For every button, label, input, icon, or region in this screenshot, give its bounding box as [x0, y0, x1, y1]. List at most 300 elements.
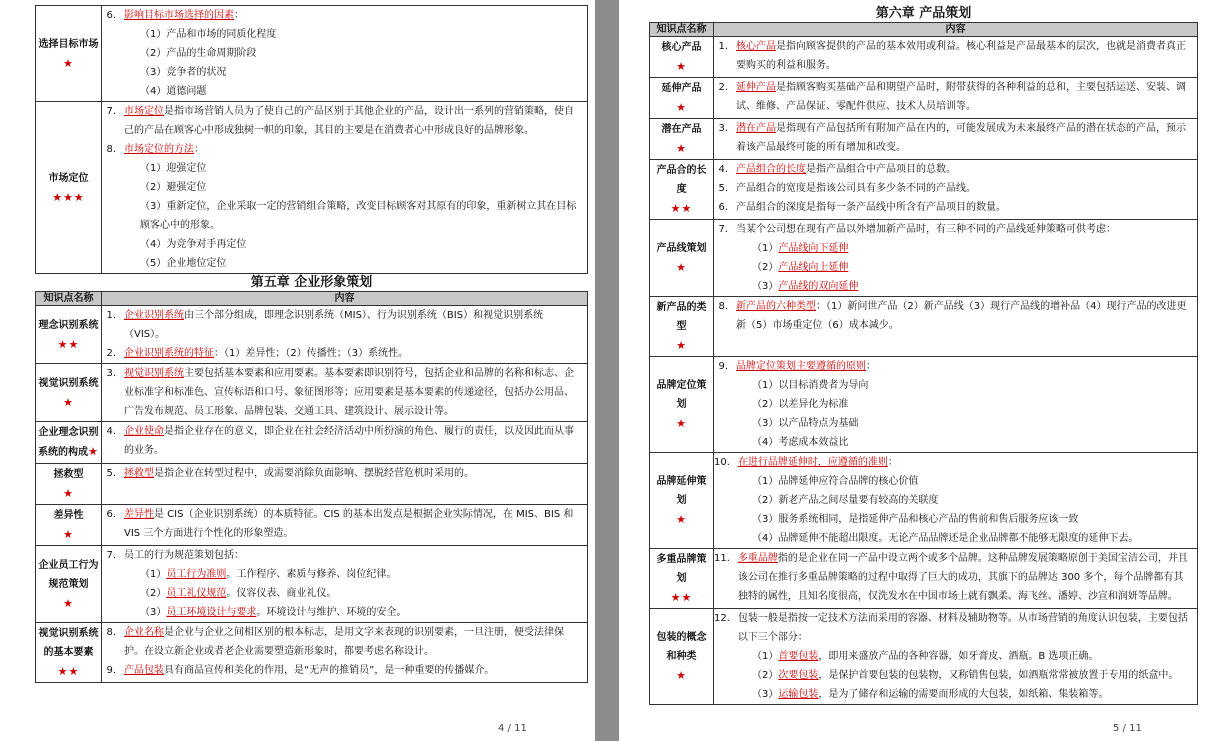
content-line [714, 198, 1192, 217]
item-number: 2. [106, 348, 116, 359]
content-cell [102, 422, 588, 464]
key-term: 潜在产品 [736, 123, 776, 134]
text-segment: （1）产品和市场的同质化程度 [140, 29, 277, 40]
text-segment: 产品组合的宽度是指该公司具有多少条不同的产品线。 [736, 183, 976, 194]
content-text [124, 306, 582, 344]
content-text [124, 344, 582, 363]
text-segment: （2）避强定位 [140, 182, 207, 193]
content-text [738, 549, 1192, 606]
importance-stars: ★ [676, 60, 687, 73]
content-text [736, 685, 1192, 704]
knowledge-point-cell [36, 546, 102, 623]
content-text [124, 464, 582, 483]
content-cell [102, 102, 588, 274]
key-term: 首要包装 [778, 651, 819, 662]
content-line [102, 235, 582, 254]
importance-stars: ★ [63, 528, 74, 541]
text-segment: 是指现有产品包括所有附加产品在内的，可能发展成为未来最终产品的潜在状态的产品，预示着该产品最终可能的所有增加和改变。 [736, 123, 1186, 153]
text-segment: （1）品牌延伸应符合品牌的核心价值 [752, 476, 919, 487]
content-text [736, 472, 1192, 491]
content-line [714, 529, 1192, 548]
content-line [102, 422, 582, 460]
table-row [650, 78, 1198, 119]
knowledge-point-cell [36, 102, 102, 274]
item-number: 8. [718, 301, 728, 312]
content-cell [714, 119, 1198, 160]
item-number [714, 376, 736, 395]
text-segment: （2）以差异化为标准 [752, 399, 849, 410]
content-line [714, 472, 1192, 491]
content-line [102, 102, 582, 140]
content-text [124, 603, 582, 622]
item-number: 3. [718, 123, 728, 134]
knowledge-point-name: 新产品的类型 [656, 302, 707, 332]
content-line [102, 464, 582, 483]
item-number [102, 82, 124, 101]
item-number [714, 666, 736, 685]
page-number: 5 / 11 [1113, 723, 1142, 734]
key-term: 市场定位 [124, 106, 164, 117]
item-number [714, 647, 736, 666]
table-row [650, 37, 1198, 78]
content-line [102, 364, 582, 421]
item-number [714, 395, 736, 414]
item-number: 8. [106, 144, 116, 155]
content-line [102, 82, 582, 101]
content-text [736, 376, 1192, 395]
importance-stars: ★ [676, 261, 687, 274]
content-text [736, 220, 1192, 239]
content-text [124, 623, 582, 661]
key-term: 员工行为准则 [166, 569, 227, 580]
text-segment: ： [887, 457, 898, 468]
content-text [736, 433, 1192, 452]
text-segment: （2） [752, 670, 779, 681]
text-segment: （1）迎强定位 [140, 163, 207, 174]
knowledge-point-cell [36, 422, 102, 464]
text-segment: 。环境设计与维护、环境的安全。 [256, 607, 407, 618]
content-line [102, 344, 582, 363]
knowledge-point-cell [650, 357, 714, 453]
item-number [714, 433, 736, 452]
knowledge-point-cell [36, 306, 102, 364]
importance-stars: ★★ [670, 591, 693, 604]
text-segment: （4）道德问题 [140, 86, 207, 97]
key-term: 品牌定位策划主要遵循的原则 [736, 361, 866, 372]
item-number [714, 472, 736, 491]
knowledge-point-cell [650, 549, 714, 609]
content-line [714, 491, 1192, 510]
text-segment: ，是为了储存和运输的需要而形成的大包装，如纸箱、集装箱等。 [818, 689, 1109, 700]
item-number [102, 25, 124, 44]
text-segment: 。工作程序、素质与修养、岗位纪律。 [226, 569, 397, 580]
text-segment: （2）产品的生命周期阶段 [140, 48, 257, 59]
item-number: 7. [106, 550, 116, 561]
item-number: 7. [718, 224, 728, 235]
content-line [714, 414, 1192, 433]
item-number [102, 254, 124, 273]
text-segment: （1） [140, 569, 167, 580]
importance-stars: ★ [63, 596, 74, 610]
content-line [102, 546, 582, 565]
content-line [714, 78, 1192, 116]
column-header-name: 知识点名称 [36, 292, 102, 306]
text-segment: （1） [752, 243, 779, 254]
content-text [736, 529, 1192, 548]
importance-stars: ★ [88, 445, 99, 458]
content-cell [714, 78, 1198, 119]
column-header-content: 内容 [102, 292, 588, 306]
table-row [650, 357, 1198, 453]
content-line [714, 666, 1192, 685]
content-text [738, 453, 1192, 472]
key-term: 在进行品牌延伸时，应遵循的准则 [737, 457, 888, 468]
item-number: 4. [718, 164, 728, 175]
key-term: 产品线向下延伸 [778, 243, 849, 254]
content-cell [102, 505, 588, 546]
content-line [714, 220, 1192, 239]
content-text [124, 178, 582, 197]
content-text [124, 82, 582, 101]
column-header-content: 内容 [714, 23, 1198, 37]
knowledge-point-cell [650, 453, 714, 549]
table-row [36, 364, 588, 422]
content-line [102, 178, 582, 197]
text-segment: 。仪容仪表、商业礼仪。 [226, 588, 337, 599]
content-text [736, 239, 1192, 258]
text-segment: 具有商品宣传和美化的作用，是“无声的推销员”，是一种重要的传播媒介。 [164, 665, 495, 676]
page-5 [619, 0, 1206, 741]
knowledge-point-name: 选择目标市场 [38, 38, 99, 50]
item-number: 12. [714, 613, 730, 624]
content-text [736, 119, 1192, 157]
content-text [736, 277, 1192, 296]
item-number: 3. [106, 368, 116, 379]
item-number [714, 510, 736, 529]
content-text [736, 258, 1192, 277]
text-segment: 是指企业存在的意义，即企业在社会经济活动中所扮演的角色、履行的责任，以及因此而从事的业务。 [124, 426, 574, 456]
text-segment: （4）考虑成本效益比 [752, 437, 849, 448]
item-number [102, 584, 124, 603]
content-text [124, 661, 582, 680]
key-term: 产品组合的长度 [736, 164, 806, 175]
content-line [714, 433, 1192, 452]
item-number: 5. [718, 183, 728, 194]
text-segment: 是指企业在转型过程中，或需要消除负面影响、摆脱经营危机时采用的。 [154, 468, 474, 479]
item-number [714, 491, 736, 510]
knowledge-point-cell [650, 609, 714, 705]
content-line [102, 140, 582, 159]
key-term: 拯救型 [124, 468, 154, 479]
content-text [736, 357, 1192, 376]
content-line [102, 254, 582, 273]
importance-stars: ★ [676, 669, 687, 682]
key-term: 产品线的双向延伸 [778, 281, 859, 292]
text-segment: 是指产品组合中产品项目的总数。 [806, 164, 956, 175]
content-text [736, 491, 1192, 510]
column-header-name: 知识点名称 [650, 23, 714, 37]
content-line [714, 297, 1192, 335]
content-line [714, 179, 1192, 198]
content-line [102, 306, 582, 344]
key-term: 延伸产品 [736, 82, 776, 93]
importance-stars: ★★★ [52, 190, 85, 204]
text-segment: 由三个部分组成，即理念识别系统（MIS）、行为识别系统（BIS）和视觉识别系统（VIS）。 [124, 310, 544, 340]
key-term: 新产品的六种类型 [736, 301, 816, 312]
content-line [714, 258, 1192, 277]
content-text [124, 63, 582, 82]
knowledge-point-name: 延伸产品 [661, 83, 702, 94]
importance-stars: ★★ [57, 665, 80, 678]
key-term: 核心产品 [736, 41, 776, 52]
content-line [102, 159, 582, 178]
knowledge-point-cell [36, 505, 102, 546]
key-term: 企业识别系统 [124, 310, 184, 321]
knowledge-point-name: 品牌定位策划 [656, 380, 707, 410]
content-text [124, 364, 582, 421]
knowledge-point-cell [36, 623, 102, 683]
knowledge-point-cell [650, 37, 714, 78]
knowledge-point-name: 品牌延伸策划 [656, 476, 707, 506]
chapter-5-table [35, 291, 588, 683]
content-cell [102, 546, 588, 623]
content-text [736, 198, 1192, 217]
content-line [714, 37, 1192, 75]
table-row [36, 546, 588, 623]
content-text [124, 235, 582, 254]
text-segment: ： [866, 361, 876, 372]
importance-stars: ★★ [57, 337, 80, 351]
table-row [650, 549, 1198, 609]
content-text [736, 179, 1192, 198]
table-row [650, 297, 1198, 357]
text-segment: （3） [752, 689, 779, 700]
content-text [738, 609, 1192, 647]
knowledge-point-name: 理念识别系统 [38, 319, 99, 331]
content-cell [102, 306, 588, 364]
content-text [736, 78, 1192, 116]
content-cell [714, 297, 1198, 357]
key-term: 差异性 [124, 509, 154, 520]
chapter-6-title: 第六章 产品策划 [875, 6, 972, 21]
text-segment: 员工的行为规范策划包括： [124, 550, 244, 561]
knowledge-point-name: 视觉识别系统 [38, 377, 99, 389]
content-text [736, 666, 1192, 685]
table-row [36, 306, 588, 364]
content-text [124, 546, 582, 565]
item-number [714, 529, 736, 548]
knowledge-point-name: 企业员工行为规范策划 [38, 559, 99, 590]
key-term: 次要包装 [778, 670, 819, 681]
key-term: 产品线向上延伸 [778, 262, 849, 273]
content-line [714, 357, 1192, 376]
knowledge-point-cell [36, 6, 102, 102]
text-segment: 当某个公司想在现有产品以外增加新产品时，有三种不同的产品线延伸策略可供考虑： [736, 224, 1116, 235]
table-row [650, 609, 1198, 705]
content-text [124, 197, 582, 235]
knowledge-point-cell [650, 78, 714, 119]
item-number: 1. [106, 310, 116, 321]
key-term: 市场定位的方法 [124, 144, 194, 155]
knowledge-point-cell [650, 220, 714, 297]
key-term: 产品包装 [124, 665, 164, 676]
content-text [124, 505, 582, 543]
text-segment: 是企业与企业之间相区别的根本标志，是用文字来表现的识别要素，一旦注册，便受法律保护。在设立新企业或者老企业需要塑造新形象时，都要考虑名称设计。 [124, 627, 564, 657]
item-number: 6. [718, 202, 728, 213]
text-segment: 指的是企业在同一产品中设立两个或多个品牌。这种品牌发展策略原创于美国宝洁公司，并且该公司在推行多重品牌策略的过程中取得了巨大的成功，其旗下的品牌达 300 多个，每个品牌都有其独特的属性，且知名度很高，仅洗发水在中国市场上就有飘柔、海飞丝、潘婷、沙宣和润妍等品牌。 [737, 553, 1188, 602]
text-segment: （3）以产品特点为基础 [752, 418, 859, 429]
content-line [714, 609, 1192, 647]
content-line [714, 549, 1192, 606]
key-term: 企业名称 [124, 627, 164, 638]
content-text [124, 565, 582, 584]
item-number [714, 258, 736, 277]
text-segment: （4）品牌延伸不能超出限度。无论产品品牌还是企业品牌都不能够无限度的延伸下去。 [752, 533, 1139, 544]
content-text [736, 395, 1192, 414]
text-segment: ：（1）新问世产品（2）新产品线（3）现行产品线的增补品（4）现行产品的改进更新（5）市场重定位（6）成本减少。 [736, 301, 1187, 331]
content-line [102, 584, 582, 603]
content-line [102, 505, 582, 543]
content-line [714, 239, 1192, 258]
item-number [102, 159, 124, 178]
text-segment: （1） [752, 651, 779, 662]
content-cell [714, 220, 1198, 297]
key-term: 企业使命 [124, 426, 164, 437]
item-number: 9. [718, 361, 728, 372]
text-segment: 是指顾客购买基础产品和期望产品时，附带获得的各种利益的总和，主要包括运送、安装、调试、维修、产品保证、零配件供应、技术人员培训等。 [736, 82, 1186, 112]
content-text [736, 297, 1192, 335]
content-line [714, 119, 1192, 157]
text-segment: （1）以目标消费者为导向 [752, 380, 869, 391]
knowledge-point-name: 市场定位 [48, 172, 89, 184]
knowledge-point-cell [650, 297, 714, 357]
item-number [714, 414, 736, 433]
text-segment: （2） [140, 588, 167, 599]
importance-stars: ★ [676, 339, 687, 352]
text-segment: （2）新老产品之间尽量要有较高的关联度 [752, 495, 939, 506]
page-4-content [35, 5, 588, 683]
knowledge-point-name: 核心产品 [661, 42, 702, 53]
item-number [102, 565, 124, 584]
content-text [124, 102, 582, 140]
content-text [124, 44, 582, 63]
key-term: 视觉识别系统 [124, 368, 184, 379]
text-segment: （5）企业地位定位 [140, 258, 227, 269]
chapter-6-table [649, 22, 1198, 705]
item-number: 11. [714, 553, 730, 564]
table-row [650, 119, 1198, 160]
content-line [102, 661, 582, 680]
content-cell [102, 623, 588, 683]
item-number: 6. [106, 10, 116, 21]
key-term: 员工礼仪规范 [166, 588, 227, 599]
knowledge-point-name: 多重品牌策划 [656, 554, 707, 584]
content-line [102, 6, 582, 25]
text-segment: （3）服务系统相同，是指延伸产品和核心产品的售前和售后服务应该一致 [752, 514, 1079, 525]
content-text [736, 414, 1192, 433]
content-line [714, 510, 1192, 529]
text-segment: 是指市场营销人员为了使自己的产品区别于其他企业的产品，设计出一系列的营销策略，使自己的产品在顾客心中形成独树一帜的印象，其目的主要是在消费者心中形成良好的品牌形象。 [124, 106, 574, 136]
knowledge-point-name: 产品线策划 [656, 243, 707, 254]
text-segment: ，是保护首要包装的包装物，又称销售包装，如酒瓶常常被放置于专用的纸盒中。 [818, 670, 1179, 681]
key-term: 运输包装 [778, 689, 819, 700]
text-segment: 是 CIS（企业识别系统）的本质特征。CIS 的基本出发点是根据企业实际情况，在 MIS、BIS 和 VIS 三个方面进行个性化的形象塑造。 [124, 509, 574, 539]
importance-stars: ★ [676, 142, 687, 155]
page-4 [0, 0, 595, 741]
content-cell [102, 464, 588, 505]
text-segment: （3）重新定位，企业采取一定的营销组合策略，改变目标顾客对其原有的印象，重新树立其在目标顾客心中的形象。 [140, 201, 577, 231]
knowledge-point-cell [36, 364, 102, 422]
knowledge-point-name: 差异性 [53, 510, 84, 521]
table-row [36, 422, 588, 464]
content-text [736, 510, 1192, 529]
page-5-content [649, 5, 1198, 705]
content-cell [714, 160, 1198, 220]
text-segment: 主要包括基本要素和应用要素。基本要素即识别符号，包括企业和品牌的名称和标志、企业标准字和标准色、宣传标语和口号、象征图形等；应用要素是基本要素的传递途径，包括办公用品、广告发布规范、员工形象、品牌包装、交通工具、建筑设计、展示设计等。 [124, 368, 574, 417]
text-segment: ，即用来盛放产品的各种容器，如牙膏皮、酒瓶。B 选项正确。 [818, 651, 1099, 662]
content-line [102, 197, 582, 235]
key-term: 多重品牌 [737, 553, 778, 564]
content-text [124, 422, 582, 460]
importance-stars: ★ [63, 487, 74, 500]
chapter-4-table-continued [35, 5, 588, 274]
content-line [714, 376, 1192, 395]
content-cell [714, 549, 1198, 609]
knowledge-point-name: 产品合的长度 [656, 165, 707, 195]
importance-stars: ★ [676, 101, 687, 114]
content-line [102, 603, 582, 622]
knowledge-point-name: 视觉识别系统的基本要素 [38, 628, 99, 658]
table-row [650, 220, 1198, 297]
text-segment: 产品组合的深度是指每一条产品线中所含有产品项目的数量。 [736, 202, 1006, 213]
item-number: 1. [718, 41, 728, 52]
knowledge-point-cell [650, 160, 714, 220]
knowledge-point-name: 包装的概念和种类 [656, 632, 707, 662]
item-number: 5. [106, 468, 116, 479]
item-number [102, 63, 124, 82]
table-row [36, 464, 588, 505]
text-segment: （3） [752, 281, 779, 292]
knowledge-point-cell [36, 464, 102, 505]
text-segment: ： [194, 144, 204, 155]
item-number: 7. [106, 106, 116, 117]
content-line [714, 685, 1192, 704]
key-term: 影响目标市场选择的因素 [124, 10, 234, 21]
text-segment: （3）竞争者的状况 [140, 67, 227, 78]
content-cell [714, 453, 1198, 549]
item-number [714, 239, 736, 258]
item-number: 8. [106, 627, 116, 638]
table-row [36, 623, 588, 683]
content-line [714, 395, 1192, 414]
content-text [124, 140, 582, 159]
content-line [714, 647, 1192, 666]
key-term: 企业识别系统的特征 [124, 348, 214, 359]
item-number: 6. [106, 509, 116, 520]
content-text [124, 6, 582, 25]
knowledge-point-name: 潜在产品 [661, 124, 702, 135]
item-number [102, 178, 124, 197]
table-row [36, 6, 588, 102]
content-text [124, 159, 582, 178]
content-line [714, 160, 1192, 179]
page-number: 4 / 11 [498, 723, 527, 734]
content-line [102, 44, 582, 63]
item-number [102, 603, 124, 622]
text-segment: ：（1）差异性；（2）传播性；（3）系统性。 [214, 348, 409, 359]
item-number: 9. [106, 665, 116, 676]
text-segment: 包装一般是指按一定技术方法而采用的容器、材料及辅助物等。从市场营销的角度认识包装，主要包括以下三个部分： [737, 613, 1188, 643]
